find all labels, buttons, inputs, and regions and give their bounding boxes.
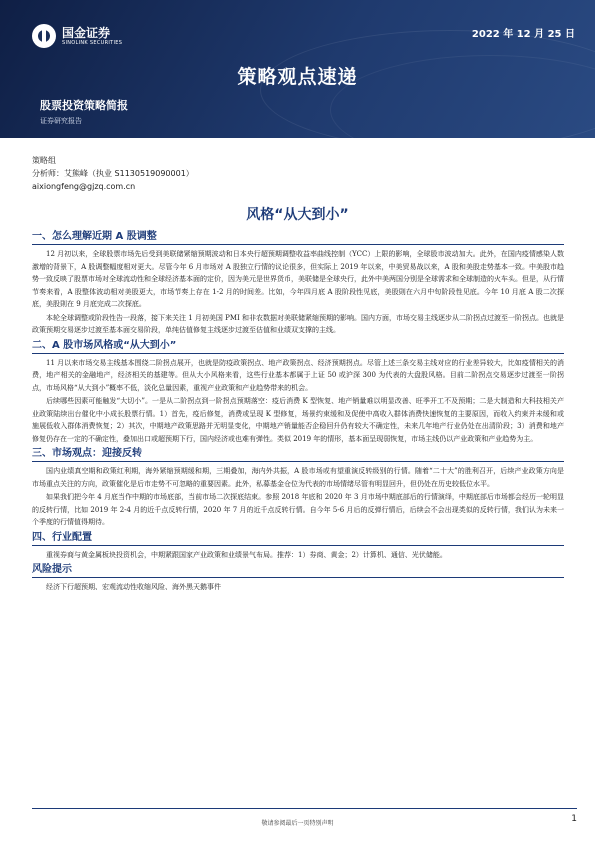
section-heading: 二、A 股市场风格或“从大到小” (32, 339, 564, 354)
section-heading: 风险提示 (32, 563, 564, 578)
logo-name-en: SINOLINK SECURITIES (62, 39, 123, 46)
section-heading: 三、市场观点：迎接反转 (32, 447, 564, 462)
analyst-email[interactable]: aixiongfeng@gjzq.com.cn (32, 182, 136, 191)
paragraph: 如果我们把今年 4 月底当作中期的市场底部，当前市场二次探底结束。参照 2018 年底和 2020 年 3 月市场中期底部后的行情演绎，中期底部后市场都会经历一轮明显的反转行情，比如 2019 年 2-4 月的近千点反转行情，2020 年 7 月的近千点反转行情。自今年 5-6 月后的反弹行情后，后续会不会出现类似的反转行情，我们认为未来一个季度的行情值得期待。 (32, 493, 564, 526)
page-number: 1 (571, 814, 577, 824)
paragraph: 后续哪些因素可能触发“大切小”。一是从二阶拐点到一阶拐点预期落空：疫后消费 K 型恢复、地产销量难以明显改善、旺季开工不及预期；二是大制造和大科技相关产业政策陆续出台催化中小成长股票行情。1）首先，疫后修复，消费或呈现 K 型修复，场景约束缓和及促使中高收入群体消费快速恢复的主要原因，而收入约束并未缓和或施展低收入群体消费恢复；2）其次，中期地产政策思路并无明显变化，中期地产销量能否企稳回升仍有较大不确定性，未来几年地产行业仍处在出清阶段；3）消费和地产修复仍存在一定的不确定性，叠加出口或超预期下行，国内经济或也难有弹性。类似 2019 年的情形，基本面呈现弱恢复，市场主线仍以产业政策和产业趋势为主。 (32, 397, 564, 443)
report-title: 策略观点速递 (237, 66, 358, 88)
logo-mark-icon (32, 24, 56, 48)
report-date: 2022 年 12 月 25 日 (471, 29, 575, 40)
report-subtype: 证券研究报告 (40, 117, 82, 125)
article-body (32, 228, 564, 595)
paragraph: 国内业绩真空期和政策红利期，海外紧缩预期缓和期，三期叠加，海内外共振，A 股市场或有望重演反转级别的行情。随着“二十大”的胜利召开，后续产业政策方向是市场重点关注的方向，政策催化是后市走势不可忽略的重要因素。此外，私募基金仓位为代表的市场情绪尽管有明显回升，但仍处在历史较低位水平。 (32, 467, 564, 488)
section-heading: 四、行业配置 (32, 531, 564, 546)
analyst-info: 分析师：艾熊峰（执业 S1130519090001） (32, 169, 194, 178)
paragraph: 重视券商与黄金属板块投资机会，中期紧跟国家产业政策和业绩景气布局。推荐：1）券商、黄金；2）计算机、通信、光伏储能。 (46, 550, 447, 559)
report-header (0, 0, 595, 138)
paragraph: 经济下行超预期、宏观流动性收缩风险、海外黑天鹅事件 (46, 583, 221, 591)
logo-name-cn: 国金证券 (62, 25, 111, 40)
paragraph: 本轮全球调整或阶段性告一段落，接下来关注 1 月初美国 PMI 和非农数据对美联储紧缩预期的影响。国内方面，市场交易主线逐步从二阶拐点过渡至一阶拐点。也就是政策预期交易逐步过渡至基本面交易阶段，单纯估值修复主线逐步过渡至估值和业绩双支撑的主线。 (32, 313, 564, 334)
footer-disclaimer: 敬请参阅最后一页特别声明 (261, 820, 334, 827)
author-group: 策略组 (32, 156, 56, 165)
author-block (32, 154, 194, 193)
report-type: 股票投资策略简报 (40, 99, 128, 112)
company-logo (32, 24, 122, 48)
paragraph: 11 月以来市场交易主线基本围绕二阶拐点展开，也就是防疫政策拐点、地产政策拐点、经济预期拐点。尽管上述三条交易主线对应的行业差异较大，比如疫情相关的消费，地产相关的金融地产，经济相关的基建等。但从大小风格来看，这些行业基本都属于上证 50 或沪深 300 为代表的大盘股风格。目前二阶拐点交易逐步过渡至一阶拐点，市场风格“从大到小”概率不低，淡化总量因素，重视产业政策和产业趋势带来的机会。 (32, 358, 564, 392)
footer-divider (32, 808, 577, 809)
article-title: 风格“从大到小” (246, 207, 349, 223)
section-heading: 一、怎么理解近期 A 股调整 (32, 230, 564, 245)
paragraph: 12 月初以来，全球股票市场先后受到美联储紧缩预期波动和日本央行超预期调整收益率曲线控制（YCC）上限的影响，全球股市波动加大。此外，在国内疫情感染人数激增的背景下，A 股调整幅度相对更大。尽管今年 6 月市场对 A 股独立行情的议论很多，但实际上 2019 年以来，中美贸易战以来，A 股和美股走势基本一致。中美股市趋势一致反映了股票市场对全球流动性和全球经济基本面的定价，因为美元是世界货币，美联储是全球央行，此外中美两国分别是全球需求和全球制造的火车头。但是，从行情节奏来看，A 股整体波动相对美股更大，市场节奏上存在 1-2 月的时间差。比如，今年四月底 A 股阶段性见底，美股則在六月中旬阶段性见底。今年 10 月底 A 股二次探底，美股則在 9 月底完成二次探底。 (32, 250, 564, 308)
